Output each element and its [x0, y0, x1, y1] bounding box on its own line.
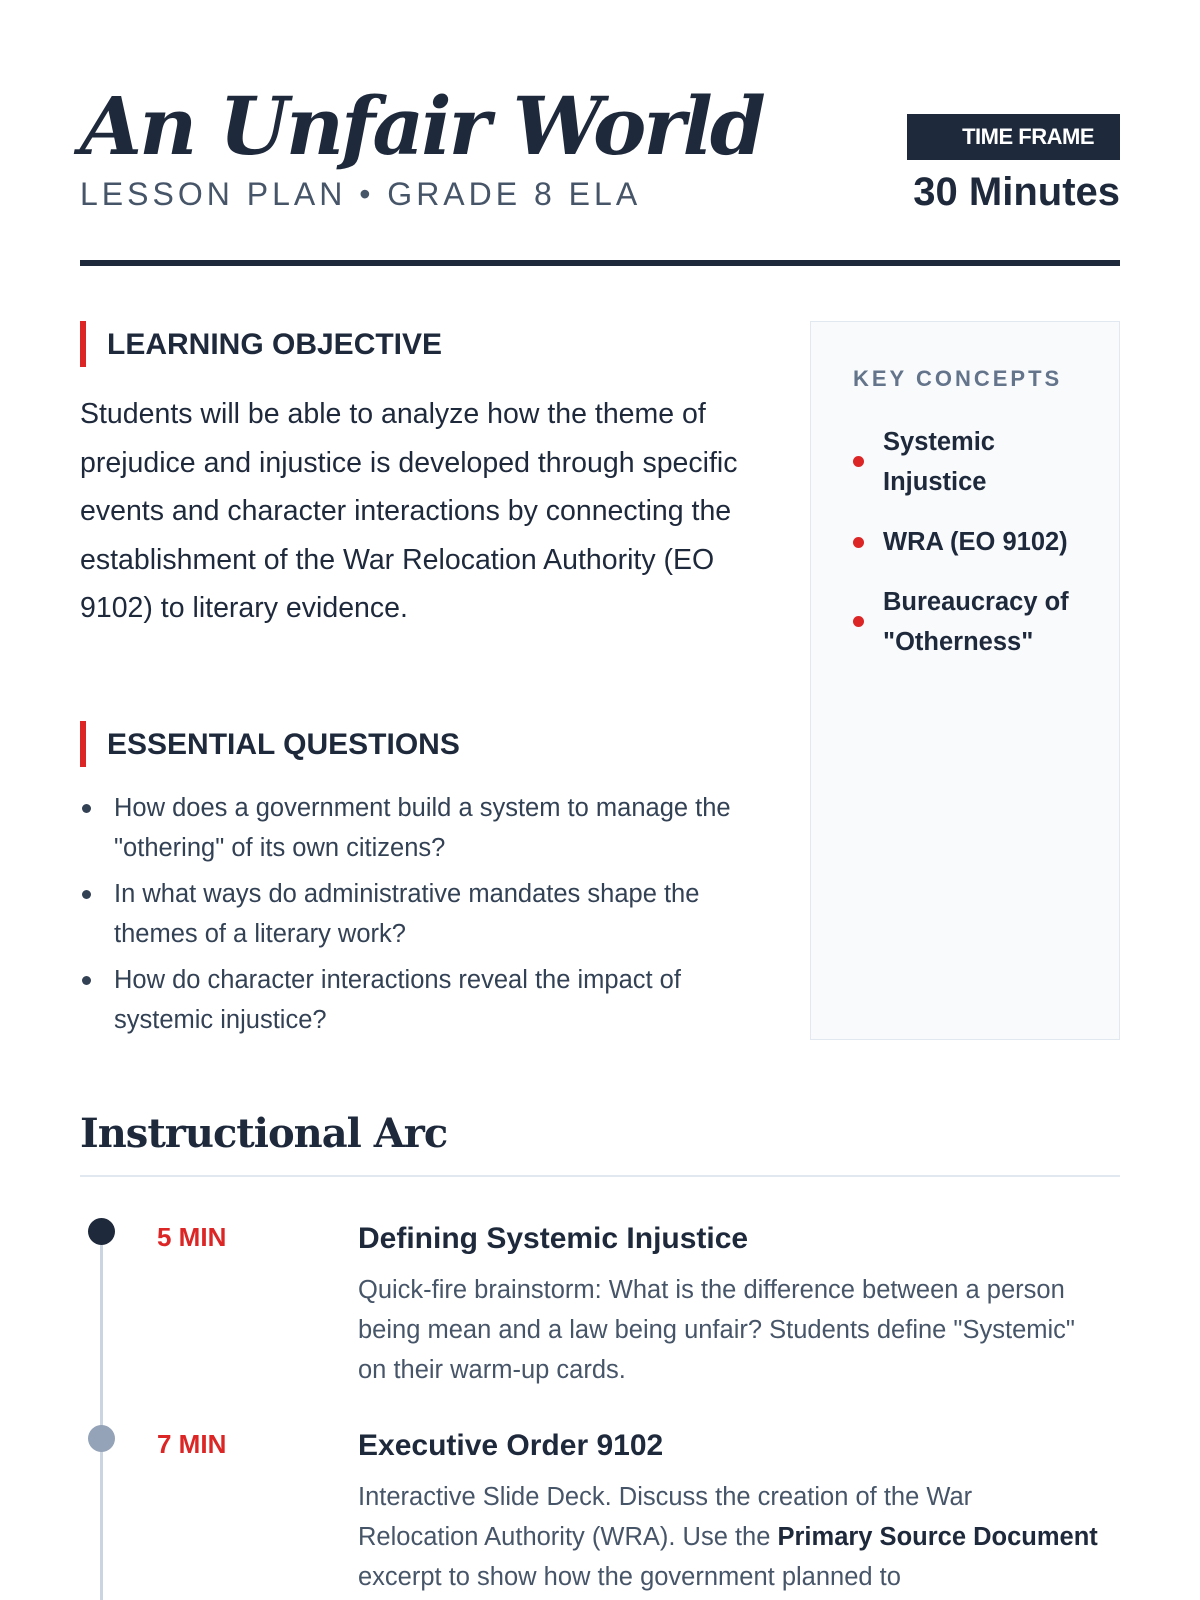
description-text: Interactive Slide Deck. Discuss the creation of the War Relocation Authority (WRA). Use the	[358, 1483, 973, 1551]
key-concepts-list	[851, 422, 1091, 682]
timeline-dot-icon	[88, 1218, 115, 1245]
essential-questions-list	[80, 788, 750, 1046]
time-frame-value: 30 Minutes	[913, 170, 1120, 214]
concept-text: Systemic Injustice	[883, 428, 995, 496]
learning-objective-text: Students will be able to analyze how the theme of prejudice and injustice is developed through specific events and character interactions by connecting the establishment of the War Relocation Authority (EO 9102) to literary evidence.	[80, 398, 738, 624]
bullet-icon	[82, 976, 91, 985]
timeline-line	[100, 1232, 103, 1600]
step-description: Quick-fire brainstorm: What is the difference between a person being mean and a law being unfair? Students define "Systemic" on their warm-up cards.	[358, 1276, 1075, 1384]
bullet-icon	[82, 890, 91, 899]
step-duration: 5 MIN	[157, 1222, 227, 1252]
description-text: excerpt to show how the government planned to	[358, 1563, 901, 1591]
learning-objective-heading: LEARNING OBJECTIVE	[80, 321, 442, 367]
instructional-arc-heading: Instructional Arc	[80, 1110, 448, 1157]
question-text: How does a government build a system to manage the "othering" of its own citizens?	[114, 794, 731, 862]
step-title: Executive Order 9102	[358, 1429, 664, 1462]
section-divider	[80, 1175, 1120, 1177]
question-text: In what ways do administrative mandates shape the themes of a literary work?	[114, 880, 700, 948]
concept-text: WRA (EO 9102)	[883, 528, 1068, 556]
key-concepts-heading: KEY CONCEPTS	[853, 366, 1063, 391]
list-item	[851, 522, 1091, 562]
step-duration: 7 MIN	[157, 1429, 227, 1459]
header	[80, 78, 1120, 268]
bullet-icon	[853, 616, 864, 627]
essential-questions-heading: ESSENTIAL QUESTIONS	[80, 721, 460, 767]
list-item	[851, 422, 1091, 502]
bullet-icon	[853, 456, 864, 467]
timeline-dot-icon	[88, 1425, 115, 1452]
list-item	[80, 874, 750, 954]
lesson-plan-page	[80, 0, 1120, 1600]
list-item	[80, 788, 750, 868]
step-title: Defining Systemic Injustice	[358, 1222, 749, 1255]
step-description	[358, 1477, 1098, 1597]
bullet-icon	[853, 537, 864, 548]
description-emphasis: Primary Source Document	[777, 1523, 1098, 1551]
key-concepts-panel	[810, 321, 1120, 1040]
page-title: An Unfair World	[80, 79, 763, 173]
concept-text: Bureaucracy of "Otherness"	[883, 588, 1069, 656]
list-item	[851, 582, 1091, 662]
list-item	[80, 960, 750, 1040]
bullet-icon	[82, 804, 91, 813]
header-divider	[80, 260, 1120, 266]
page-subtitle: LESSON PLAN • GRADE 8 ELA	[80, 176, 642, 212]
time-frame-badge: TIME FRAME	[907, 114, 1120, 160]
question-text: How do character interactions reveal the impact of systemic injustice?	[114, 966, 681, 1034]
